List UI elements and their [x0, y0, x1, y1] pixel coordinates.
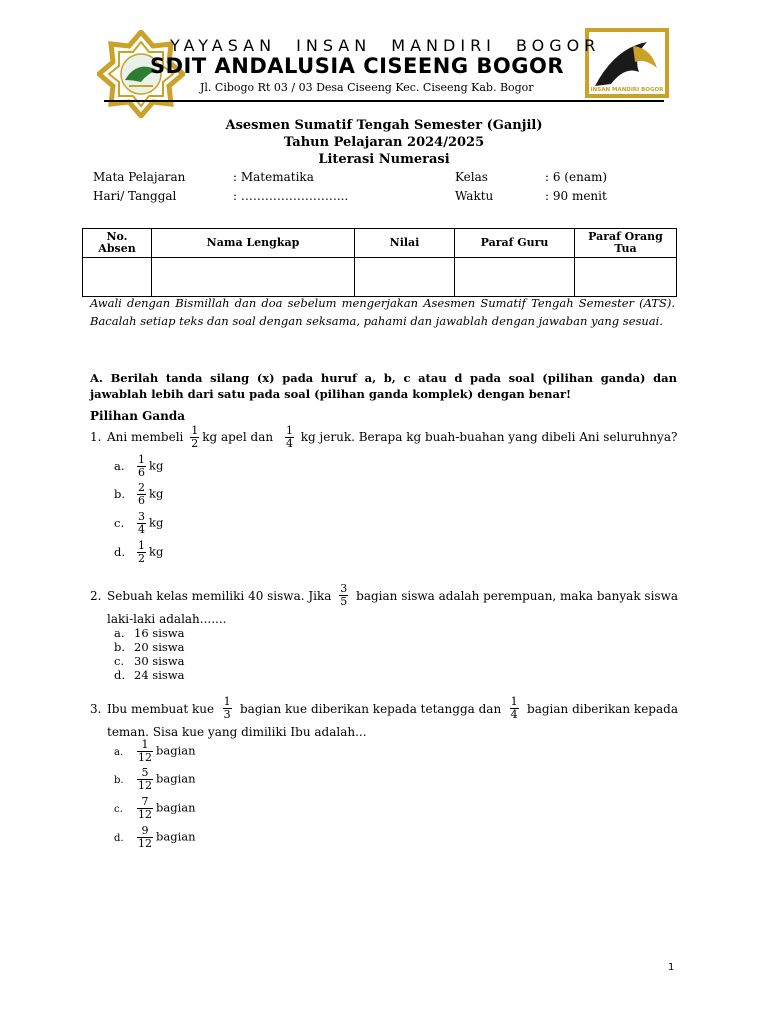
class-label: Kelas: [455, 170, 488, 184]
section-a-instruction: A. Berilah tanda silang (x) pada huruf a, b, c atau d pada soal (pilihan ganda) dan jawablah lebih dari satu pada soal (pilihan ganda komplek) dengan benar!: [90, 371, 677, 401]
q1-option-c[interactable]: c. $\frac{3}{4}$ kg: [114, 510, 164, 536]
academic-year: Tahun Pelajaran 2024/2025: [283, 135, 485, 150]
time-value: : 90 menit: [545, 189, 607, 203]
question-1: 1. Ani membeli $\frac{1}{2}$ kg apel dan $\frac{1}{4}$ kg jeruk. Berapa kg buah-buahan yang dibeli Ani seluruhnya?: [90, 424, 678, 450]
table-header-row: [83, 229, 677, 258]
exam-subject-title: Literasi Numerasi: [318, 152, 450, 167]
question-2: 2. Sebuah kelas memiliki 40 siswa. Jika $\frac{3}{5}$ bagian siswa adalah perempuan, maka banyak siswa: [90, 582, 678, 608]
q3-option-a[interactable]: a. $\frac{1}{12}$ bagian: [114, 738, 196, 764]
name-cell[interactable]: [152, 258, 355, 297]
absen-cell[interactable]: [83, 258, 152, 297]
parent-sign-cell[interactable]: [575, 258, 677, 297]
date-label: Hari/ Tanggal: [93, 189, 177, 203]
subject-label: Mata Pelajaran: [93, 170, 186, 184]
q3-option-c[interactable]: c. $\frac{7}{12}$ bagian: [114, 795, 196, 821]
subject-value: : Matematika: [233, 170, 314, 184]
header-full-name: Nama Lengkap: [152, 229, 355, 258]
score-cell[interactable]: [355, 258, 455, 297]
time-label: Waktu: [455, 189, 494, 203]
teacher-sign-cell[interactable]: [455, 258, 575, 297]
fraction: $\frac{3}{5}$: [340, 582, 348, 608]
header-parent-sign: Paraf Orang Tua: [575, 229, 677, 258]
q2-option-a[interactable]: a. 16 siswa: [114, 626, 185, 640]
header-divider: [104, 100, 664, 102]
foundation-name: YAYASAN INSAN MANDIRI BOGOR: [170, 36, 601, 55]
q2-option-d[interactable]: d. 24 siswa: [114, 668, 185, 682]
date-value: : ……………………...: [233, 189, 349, 203]
q1-option-d[interactable]: d. $\frac{1}{2}$ kg: [114, 539, 164, 565]
instructions: Awali dengan Bismillah dan doa sebelum mengerjakan Asesmen Sumatif Tengah Semester (ATS). Bacalah setiap teks dan soal dengan seksama, pahami dan jawablah dengan jawaban yang sesuai.: [90, 296, 675, 328]
class-value: : 6 (enam): [545, 170, 608, 184]
fraction: $\frac{1}{4}$: [285, 424, 293, 450]
q1-option-b[interactable]: b. $\frac{2}{6}$ kg: [114, 481, 164, 507]
question-3-cont: teman. Sisa kue yang dimiliki Ibu adalah...: [107, 725, 367, 739]
fraction: $\frac{1}{4}$: [510, 695, 518, 721]
student-info-table: [82, 228, 677, 297]
header-no-absen: No. Absen: [83, 229, 152, 258]
table-row: [83, 258, 677, 297]
exam-title: Asesmen Sumatif Tengah Semester (Ganjil): [225, 118, 543, 133]
q2-option-c[interactable]: c. 30 siswa: [114, 654, 185, 668]
q3-option-d[interactable]: d. $\frac{9}{12}$ bagian: [114, 824, 196, 850]
q3-option-b[interactable]: b. $\frac{5}{12}$ bagian: [114, 766, 196, 792]
section-title: Pilihan Ganda: [90, 409, 186, 423]
q2-option-b[interactable]: b. 20 siswa: [114, 640, 185, 654]
page-number: 1: [668, 962, 675, 973]
fraction: $\frac{1}{2}$: [191, 424, 199, 450]
header-teacher-sign: Paraf Guru: [455, 229, 575, 258]
q1-option-a[interactable]: a. $\frac{1}{6}$ kg: [114, 453, 164, 479]
school-address: Jl. Cibogo Rt 03 / 03 Desa Ciseeng Kec. Ciseeng Kab. Bogor: [200, 81, 534, 94]
header-score: Nilai: [355, 229, 455, 258]
svg-text:INSAN MANDIRI BOGOR: INSAN MANDIRI BOGOR: [590, 87, 664, 93]
question-3: 3. Ibu membuat kue $\frac{1}{3}$ bagian kue diberikan kepada tetangga dan $\frac{1}{4}$ bagian diberikan kepada: [90, 695, 678, 721]
school-name: SDIT ANDALUSIA CISEENG BOGOR: [150, 54, 564, 78]
question-2-cont: laki-laki adalah.......: [107, 612, 227, 626]
fraction: $\frac{1}{3}$: [223, 695, 231, 721]
